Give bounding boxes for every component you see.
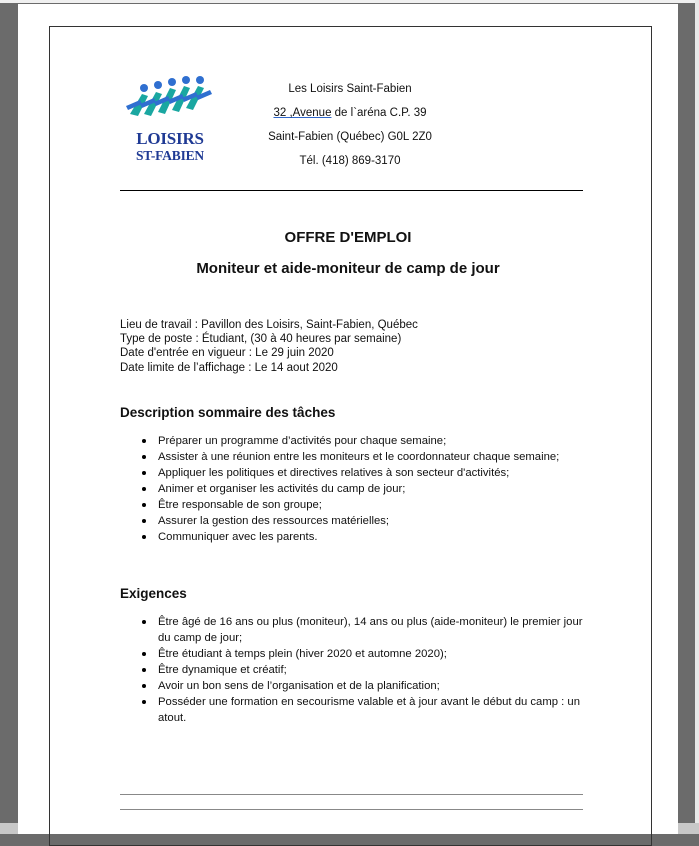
logo <box>120 74 230 174</box>
address-block <box>250 82 450 178</box>
document-page <box>18 4 678 834</box>
tasks-heading: Description sommaire des tâches <box>120 405 336 420</box>
tasks-list <box>138 433 588 545</box>
requirements-list <box>138 614 588 726</box>
logo-text-st-fabien: ST-FABIEN <box>136 148 204 163</box>
phone-line: Tél. (418) 869-3170 <box>299 155 401 167</box>
viewer-top-edge <box>0 0 699 3</box>
page-subtitle: Moniteur et aide-moniteur de camp de jour <box>196 260 500 277</box>
page-title: OFFRE D'EMPLOI <box>284 229 412 246</box>
runners-logo-icon <box>120 74 220 126</box>
list-item: Être étudiant à temps plein (hiver 2020 et automne 2020); <box>138 646 588 662</box>
list-item: Être dynamique et créatif; <box>138 662 588 678</box>
info-line-location: Lieu de travail : Pavillon des Loisirs, Saint-Fabien, Québec <box>120 319 418 331</box>
list-item: Être responsable de son groupe; <box>138 497 588 513</box>
list-item: Posséder une formation en secourisme valable et à jour avant le début du camp : un atout. <box>138 694 588 726</box>
footer-divider <box>120 809 583 810</box>
list-item: Assurer la gestion des ressources matérielles; <box>138 513 588 529</box>
org-name: Les Loisirs Saint-Fabien <box>288 83 412 95</box>
job-info <box>120 318 418 375</box>
list-item: Communiquer avec les parents. <box>138 529 588 545</box>
list-item: Animer et organiser les activités du camp de jour; <box>138 481 588 497</box>
footer-divider <box>120 794 583 795</box>
list-item: Assister à une réunion entre les moniteurs et le coordonnateur chaque semaine; <box>138 449 588 465</box>
info-line-deadline: Date limite de l’affichage : Le 14 aout 2020 <box>120 361 338 374</box>
street-number: 32 ,Avenue <box>273 107 332 119</box>
header-divider <box>120 190 583 191</box>
list-item: Appliquer les politiques et directives relatives à son secteur d'activités; <box>138 465 588 481</box>
list-item: Préparer un programme d’activités pour chaque semaine; <box>138 433 588 449</box>
list-item: Être âgé de 16 ans ou plus (moniteur), 14 ans ou plus (aide-moniteur) le premier jour du camp de jour; <box>138 614 588 646</box>
info-line-type: Type de poste : Étudiant, (30 à 40 heures par semaine) <box>120 333 402 346</box>
street-rest: de l`aréna C.P. 39 <box>331 107 427 119</box>
logo-text-loisirs: LOISIRS <box>136 129 204 148</box>
requirements-heading: Exigences <box>120 586 187 601</box>
street-address <box>250 106 450 130</box>
viewer-scrollbar[interactable] <box>695 0 699 834</box>
city-line: Saint-Fabien (Québec) G0L 2Z0 <box>268 131 432 143</box>
list-item: Avoir un bon sens de l’organisation et de la planification; <box>138 678 588 694</box>
info-line-start-date: Date d'entrée en vigueur : Le 29 juin 2020 <box>120 347 334 360</box>
